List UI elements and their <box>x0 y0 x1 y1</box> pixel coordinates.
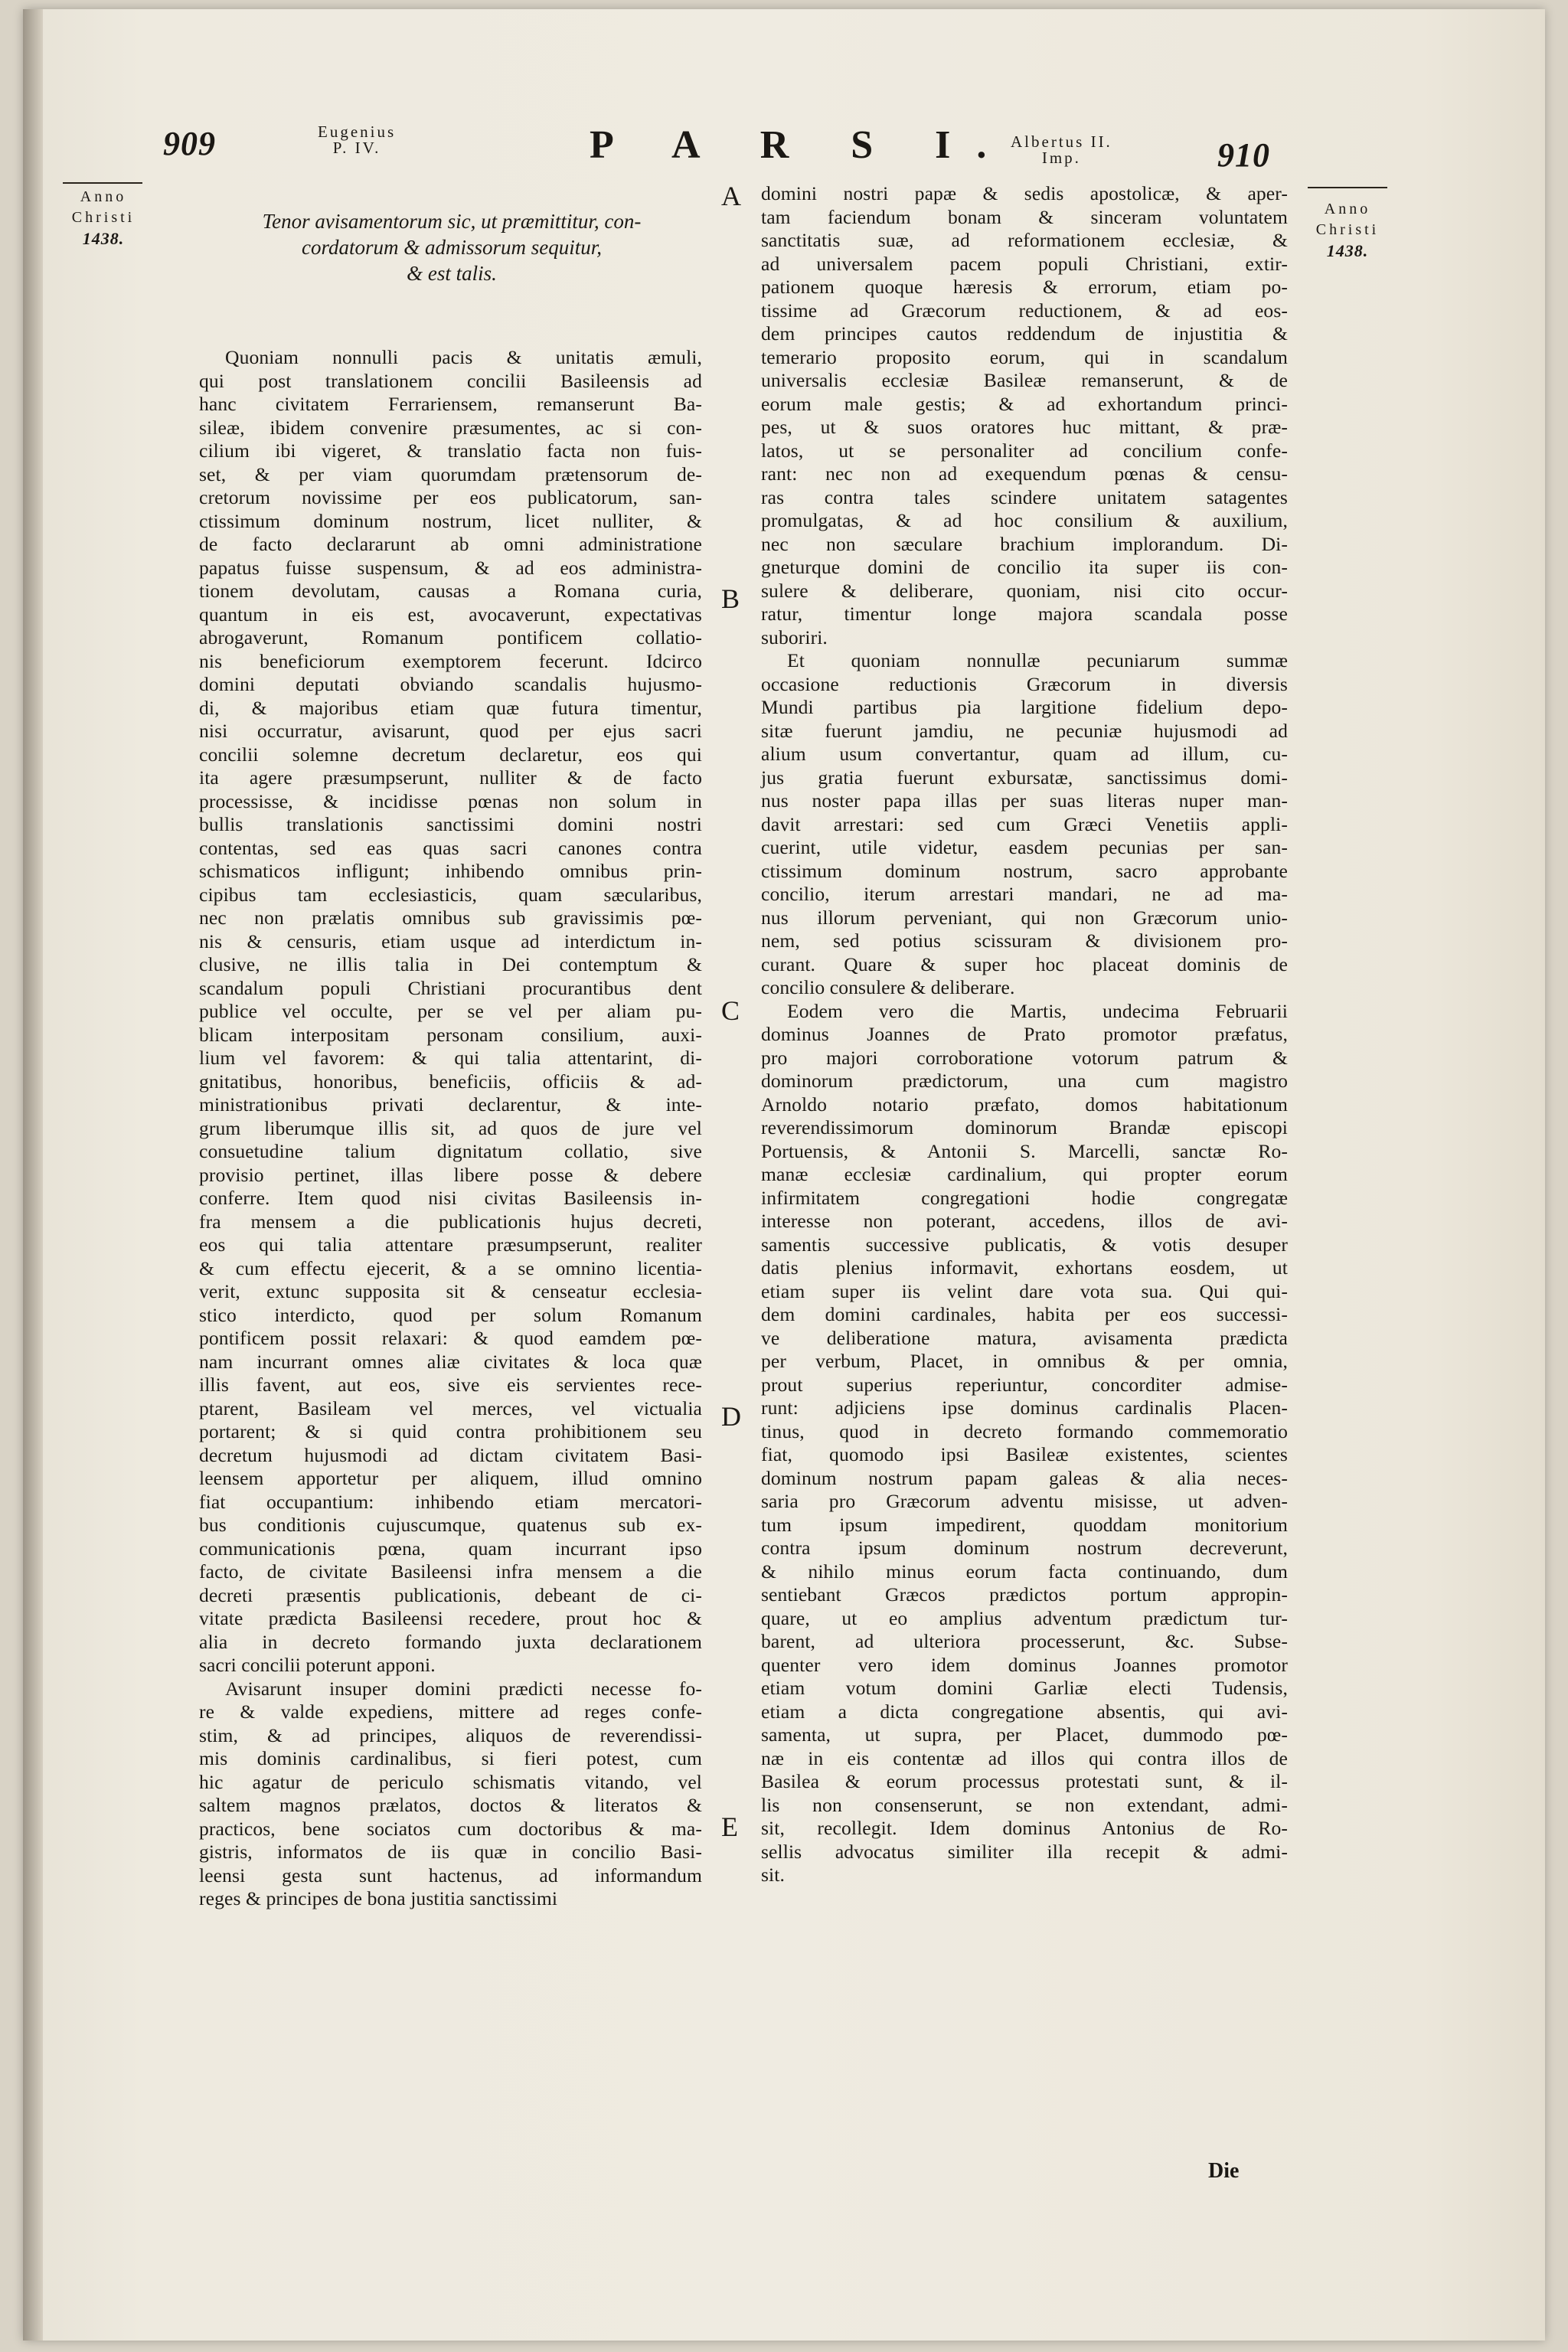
text-line: concilii solemne decretum declaretur, eos qui <box>199 743 702 766</box>
text-line: promulgatas, & ad hoc consilium & auxilium, <box>761 509 1288 531</box>
text-line: fra mensem a die publicationis hujus decreti, <box>199 1210 702 1233</box>
text-line: gneturque domini de concilio ita super iis con- <box>761 556 1288 578</box>
text-line: blicam interpositam personam consilium, auxi- <box>199 1023 702 1046</box>
text-line: facto, de civitate Basileensi infra mensem a die <box>199 1560 702 1583</box>
binding-spine <box>23 9 43 2341</box>
text-line: nus illorum perveniant, qui non Græcorum unio- <box>761 906 1288 929</box>
text-line: etiam a dicta congregatione absentis, qui avi- <box>761 1700 1288 1723</box>
text-line: prout superius reperiuntur, concorditer admise- <box>761 1373 1288 1396</box>
text-line: alium usum convertantur, quam ad illum, cu- <box>761 743 1288 765</box>
text-line: stim, & ad principes, aliquos de reverendissi- <box>199 1723 702 1746</box>
text-line: ita agere præsumpserunt, nulliter & de facto <box>199 766 702 789</box>
text-line: publice vel occulte, per se vel per aliam pu- <box>199 1000 702 1022</box>
text-line: Quoniam nonnulli pacis & unitatis æmuli, <box>225 346 702 368</box>
text-line: universalis ecclesiæ Basileæ remanserunt, & de <box>761 369 1288 391</box>
text-line: nem, sed potius scissuram & divisionem pro- <box>761 929 1288 952</box>
text-line: conferre. Item quod nisi civitas Basileensis in- <box>199 1187 702 1209</box>
text-line: tinus, quod in decreto formando commemoratio <box>761 1419 1288 1442</box>
text-line: interesse non poterant, accedens, illos de avi- <box>761 1210 1288 1232</box>
text-line: stico interdicto, quod per solum Romanum <box>199 1303 702 1326</box>
text-line: leensem apportetur per aliquem, illud omnino <box>199 1467 702 1489</box>
text-line: jus gratia fuerunt exbursatæ, sanctissimus domi- <box>761 766 1288 789</box>
text-line: tissime ad Græcorum reductionem, & ad eos- <box>761 299 1288 322</box>
text-line: sellis advocatus similiter illa recepit & admi- <box>761 1840 1288 1863</box>
text-line: barent, ad ulteriora processerunt, &c. Subse- <box>761 1630 1288 1652</box>
text-line: reges & principes de bona justitia sanctissimi <box>199 1887 558 1909</box>
text-line: sanctitatis suæ, ad reformationem ecclesiæ, & <box>761 229 1288 251</box>
text-line: dem domini cardinales, habita per eos successi- <box>761 1303 1288 1325</box>
text-line: saltem magnos prælatos, doctos & literatos & <box>199 1794 702 1816</box>
text-line: sitæ fuerunt jamdiu, ne pecuniæ hujusmodi ad <box>761 719 1288 742</box>
running-title-right-line2: Imp. <box>1041 149 1081 167</box>
text-line: dominorum prædictorum, una cum magistro <box>761 1070 1288 1092</box>
text-line: latos, ut se personaliter ad concilium confe- <box>761 439 1288 462</box>
text-line: cilium ibi vigeret, & translatio facta non fuis- <box>199 439 702 462</box>
text-line: cretorum novissime per eos publicatorum, san- <box>199 486 702 508</box>
text-line: vitate prædicta Basileensi recedere, prout hoc & <box>199 1607 702 1629</box>
text-line: nisi occurratur, avisarunt, quod per ejus sacri <box>199 720 702 742</box>
margin-rule-right <box>1308 187 1387 188</box>
section-letter-b: B <box>721 583 740 614</box>
text-line: nam incurrant omnes aliæ civitates & loca quæ <box>199 1350 702 1373</box>
text-line: ras contra tales scindere unitatem satagentes <box>761 485 1288 508</box>
text-line: nis & censuris, etiam usque ad interdictum in- <box>199 929 702 952</box>
text-line: etiam super iis velint dare vota sua. Qui qui- <box>761 1279 1288 1302</box>
text-line: temerario proposito eorum, qui in scandalum <box>761 345 1288 368</box>
running-title-left-line1: Eugenius <box>318 122 397 141</box>
margin-left-anno: Anno <box>80 188 127 205</box>
text-line: datis plenius informavit, exhortans eosdem, ut <box>761 1256 1288 1279</box>
text-line: fiat occupantium: inhibendo etiam mercatori- <box>199 1490 702 1513</box>
text-line: Arnoldo notario præfato, domos habitationum <box>761 1093 1288 1116</box>
text-line: nec non prælatis omnibus sub gravissimis pœ- <box>199 906 702 929</box>
text-line: set, & per viam quorumdam prætensorum de- <box>199 462 702 485</box>
text-line: provisio pertinet, illas libere posse & debere <box>199 1163 702 1186</box>
text-line: contentas, sed eas quas sacri canones contra <box>199 836 702 859</box>
text-line: ad universalem pacem populi Christiani, extir- <box>761 252 1288 275</box>
tenor-heading <box>203 208 701 286</box>
text-line: practicos, bene sociatos cum doctoribus & ma- <box>199 1817 702 1840</box>
text-line: & nihilo minus eorum facta continuando, dum <box>761 1560 1288 1583</box>
running-title-right-line1: Albertus II. <box>1011 132 1112 151</box>
text-line: eorum male gestis; & ad exhortandum princi- <box>761 392 1288 415</box>
text-line: Basilea & eorum processus protestati sunt, & il- <box>761 1770 1288 1792</box>
text-line: bullis translationis sanctissimi domini nostri <box>199 813 702 835</box>
text-line: curant. Quare & super hoc placeat dominis de <box>761 952 1288 975</box>
margin-right-christi: Christi <box>1315 221 1380 238</box>
text-line: dem principes cautos reddendum de injustitia & <box>761 322 1288 345</box>
text-line: tam faciendum bonam & sinceram voluntatem <box>761 205 1288 228</box>
text-line: reverendissimorum dominorum Brandæ episcopi <box>761 1116 1288 1138</box>
text-line: communicationis pœna, quam incurrant ipso <box>199 1537 702 1560</box>
text-line: bus conditionis cujuscumque, quatenus sub ex- <box>199 1514 702 1536</box>
text-line: davit arrestari: sed cum Græci Venetiis appli- <box>761 812 1288 835</box>
text-line: cipibus tam ecclesiasticis, quam sæcularibus, <box>199 883 702 906</box>
text-line: verit, extunc supposita sit & censeatur ecclesia- <box>199 1280 702 1302</box>
text-line: etiam votum domini Garliæ electi Tudensis, <box>761 1677 1288 1699</box>
section-letter-e: E <box>721 1811 738 1842</box>
margin-right-year: 1438. <box>1326 241 1369 260</box>
text-line: gnitatibus, honoribus, beneficiis, officiis & ad- <box>199 1070 702 1093</box>
text-line: fiat, quomodo ipsi Basileæ existentes, scientes <box>761 1443 1288 1465</box>
text-line: Avisarunt insuper domini prædicti necesse fo- <box>225 1677 702 1700</box>
text-line: re & valde expediens, mittere ad reges confe- <box>199 1700 702 1723</box>
text-line: qui post translationem concilii Basileensis ad <box>199 369 702 392</box>
text-line: abrogaverunt, Romanum pontificem collatio- <box>199 626 702 648</box>
text-line: grum liberumque illis sit, ad quos de jure vel <box>199 1116 702 1139</box>
text-line: quantum in eis est, avocaverunt, expectativas <box>199 603 702 626</box>
section-letter-d: D <box>721 1401 741 1432</box>
text-line: saria pro Græcorum adventu misisse, ut adven- <box>761 1490 1288 1512</box>
running-title-left <box>318 124 396 156</box>
text-line: scandalum populi Christiani procurantibus dent <box>199 976 702 999</box>
text-line: Portuensis, & Antonii S. Marcelli, sanctæ Ro- <box>761 1139 1288 1162</box>
text-line: dominum nostrum papam galeas & alia neces- <box>761 1466 1288 1489</box>
left-text-column <box>199 346 702 1911</box>
text-line: ministrationibus privati declarentur, & inte- <box>199 1093 702 1116</box>
text-line: tum ipsum impedirent, quoddam monitorium <box>761 1513 1288 1536</box>
text-line: hanc civitatem Ferrariensem, remanserunt Ba- <box>199 393 702 415</box>
text-line: decretum hujusmodi ad dictam civitatem Basi- <box>199 1443 702 1466</box>
text-line: dominus Joannes de Prato promotor præfatus, <box>761 1023 1288 1045</box>
text-line: ctissimum dominum nostrum, licet nulliter, & <box>199 509 702 532</box>
text-line: sit, recollegit. Idem dominus Antonius de Ro- <box>761 1817 1288 1839</box>
text-line: occasione reductionis Græcorum in diversis <box>761 672 1288 695</box>
text-line: sit. <box>761 1864 785 1886</box>
text-line: sulere & deliberare, quoniam, nisi cito occur- <box>761 579 1288 602</box>
margin-year-left <box>61 187 145 249</box>
section-letter-c: C <box>721 995 740 1026</box>
margin-left-christi: Christi <box>71 209 136 226</box>
text-line: ratur, timentur longe majora scandala posse <box>761 603 1288 625</box>
running-title-left-line2: P. IV. <box>332 139 381 157</box>
text-line: sacri concilii poterunt apponi. <box>199 1654 436 1676</box>
text-line: sentiebant Græcos prædictos portum appropin- <box>761 1583 1288 1606</box>
text-line: consuetudine talium dignitatum collatio, sive <box>199 1140 702 1162</box>
text-line: decreti præsentis publicationis, debeant de ci- <box>199 1583 702 1606</box>
text-line: samenta, ut supra, per Placet, dummodo pœ- <box>761 1723 1288 1746</box>
section-letter-a: A <box>721 181 741 211</box>
text-line: rant: nec non ad exequendum pœnas & censu- <box>761 462 1288 485</box>
text-line: pro majori corroboratione votorum patrum & <box>761 1046 1288 1069</box>
text-line: & cum effectu ejecerit, & a se omnino licentia- <box>199 1256 702 1279</box>
text-line: quare, ut eo amplius adventum prædictum tur- <box>761 1606 1288 1629</box>
text-line: eos qui talia attentare præsumpserunt, realiter <box>199 1233 702 1256</box>
right-text-column <box>761 182 1288 1887</box>
tenor-heading-line: cordatorum & admissorum sequitur, <box>301 236 603 259</box>
text-line: næ in eis contentæ ad illos qui contra illos de <box>761 1746 1288 1769</box>
text-line: gistris, informatos de iis quæ in concilio Basi- <box>199 1841 702 1863</box>
text-line: illis favent, aut eos, sive eis servientes rece- <box>199 1374 702 1396</box>
text-line: domini deputati obviando scandalis hujusmo- <box>199 673 702 695</box>
text-line: papatus fuisse suspensum, & ad eos administra- <box>199 556 702 579</box>
text-line: ctissimum dominum nostrum, sacro approbante <box>761 859 1288 882</box>
running-title-right <box>1011 134 1112 166</box>
text-line: runt: adjiciens ipse dominus cardinalis Placen- <box>761 1396 1288 1419</box>
text-line: tionem devolutam, causas a Romana curia, <box>199 580 702 602</box>
text-line: lium vel favorem: & qui talia attentarint, di- <box>199 1047 702 1069</box>
margin-year-right <box>1302 199 1393 261</box>
margin-left-year: 1438. <box>82 229 125 248</box>
text-line: per verbum, Placet, in omnibus & per omnia, <box>761 1350 1288 1372</box>
text-line: schismaticos infligunt; inhibendo omnibus prin- <box>199 860 702 882</box>
tenor-heading-line: & est talis. <box>407 262 497 285</box>
page-number-left: 909 <box>163 125 216 162</box>
text-line: quenter vero idem dominus Joannes promotor <box>761 1653 1288 1676</box>
text-line: pes, ut & suos oratores huc mittant, & præ- <box>761 416 1288 438</box>
text-line: clusive, ne illis talia in Dei contemptum & <box>199 953 702 975</box>
text-line: portarent; & si quid contra prohibitionem seu <box>199 1420 702 1442</box>
text-line: Et quoniam nonnullæ pecuniarum summæ <box>787 649 1288 671</box>
text-line: suboriri. <box>761 626 828 648</box>
text-line: Mundi partibus pia largitione fidelium depo- <box>761 696 1288 718</box>
text-line: de facto declararunt ab omni administratione <box>199 533 702 555</box>
text-line: nus noster papa illas per suas literas nuper man- <box>761 789 1288 812</box>
text-line: Eodem vero die Martis, undecima Februarii <box>787 999 1288 1022</box>
text-line: nis beneficiorum exemptorem fecerunt. Idcirco <box>199 649 702 672</box>
margin-right-anno: Anno <box>1324 201 1371 217</box>
book-page <box>23 9 1545 2341</box>
text-line: domini nostri papæ & sedis apostolicæ, & aper- <box>761 182 1288 204</box>
page-number-right: 910 <box>1217 136 1270 174</box>
text-line: mis dominis cardinalibus, si fieri potest, cum <box>199 1747 702 1769</box>
text-line: alia in decreto formando juxta declarationem <box>199 1630 702 1653</box>
text-line: cuerint, utile videtur, easdem pecunias per san- <box>761 836 1288 858</box>
text-line: sileæ, ibidem convenire præsumentes, ac si con- <box>199 416 702 439</box>
text-line: ptarent, Basileam vel merces, vel victualia <box>199 1396 702 1419</box>
text-line: pontificem possit relaxari: & quod eamdem pœ- <box>199 1327 702 1349</box>
text-line: processisse, & incidisse pœnas non solum in <box>199 789 702 812</box>
text-line: contra ipsum dominum nostrum decreverunt, <box>761 1537 1288 1559</box>
text-line: lis non consenserunt, se non extendant, admi- <box>761 1793 1288 1816</box>
tenor-heading-line: Tenor avisamentorum sic, ut præmittitur, con- <box>262 210 642 233</box>
text-line: nec non sæculare brachium implorandum. Di- <box>761 532 1288 555</box>
catchword: Die <box>1208 2159 1240 2183</box>
text-line: infirmitatem congregationi hodie congregatæ <box>761 1186 1288 1209</box>
text-line: ve deliberatione matura, avisamenta prædicta <box>761 1326 1288 1349</box>
text-line: leensi gesta sunt hactenus, ad informandum <box>199 1864 702 1886</box>
text-line: samentis successive publicatis, & votis desuper <box>761 1233 1288 1256</box>
text-line: concilio, iterum arrestari mandari, ne ad ma- <box>761 883 1288 905</box>
text-line: di, & majoribus etiam quæ futura timentur, <box>199 696 702 719</box>
margin-rule-left <box>63 182 142 184</box>
text-line: hic agatur de periculo schismatis vitando, vel <box>199 1770 702 1793</box>
text-line: concilio consulere & deliberare. <box>761 976 1015 998</box>
running-title-center: P A R S I. <box>590 123 1013 167</box>
text-line: pationem quoque hæresis & errorum, etiam po- <box>761 276 1288 298</box>
text-line: manæ ecclesiæ cardinalium, qui propter eorum <box>761 1163 1288 1185</box>
